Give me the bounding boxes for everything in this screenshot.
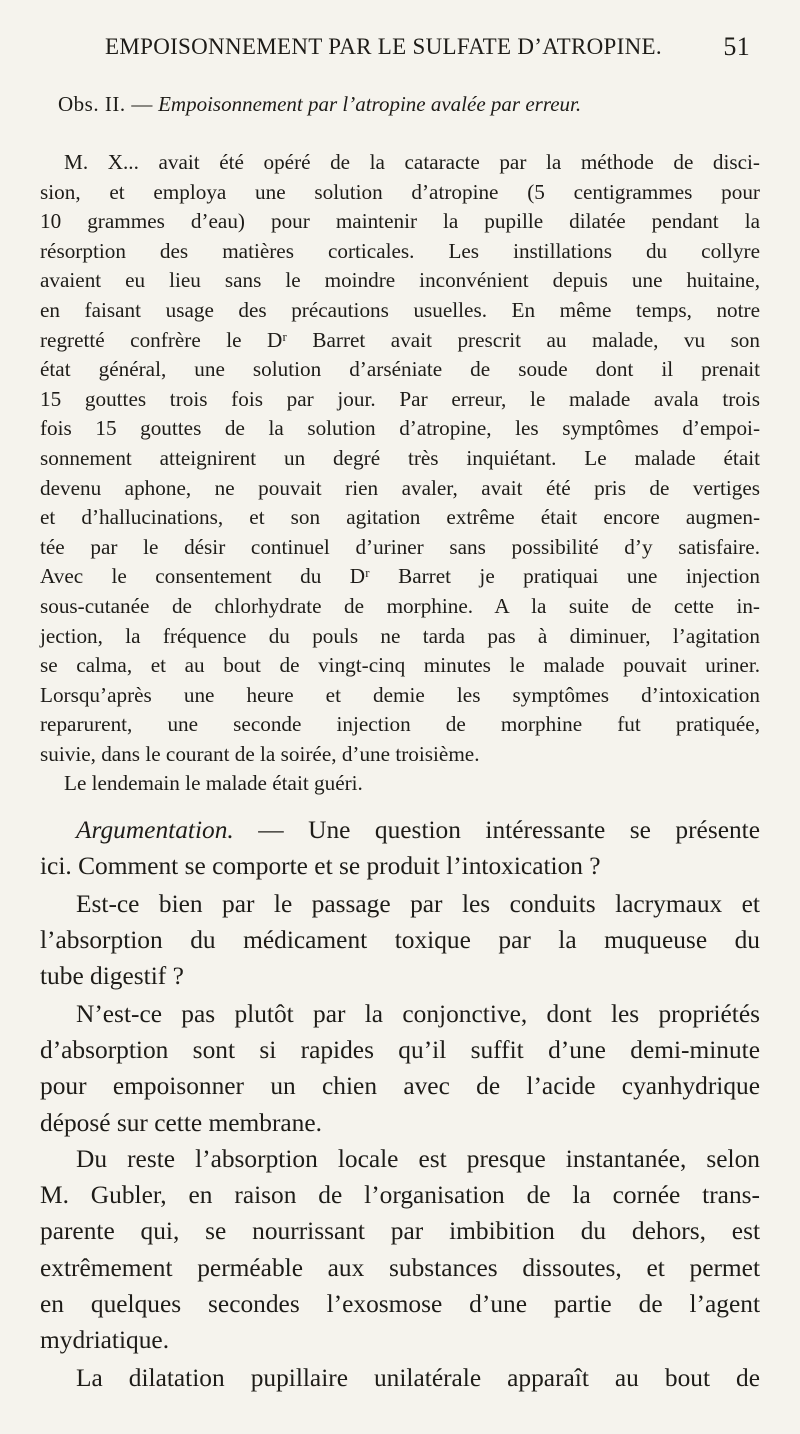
paragraph-line: Est-ce bien par le passage par les conduits lacrymaux et xyxy=(76,890,760,918)
paragraph-line: M. Gubler, en raison de l’organisation de la cornée trans- xyxy=(40,1181,760,1210)
paragraph-line: Du reste l’absorption locale est presque instantanée, selon xyxy=(76,1145,760,1173)
case-line: devenu aphone, ne pouvait rien avaler, avait été pris de vertiges xyxy=(40,475,760,500)
paragraph-line: en quelques secondes l’exosmose d’une partie de l’agent xyxy=(40,1289,760,1318)
case-line: Lorsqu’après une heure et demie les symptômes d’intoxication xyxy=(40,682,760,707)
running-title: EMPOISONNEMENT PAR LE SULFATE D’ATROPINE. xyxy=(105,34,662,59)
paragraph-line: pour empoisonner un chien avec de l’acide cyanhydrique xyxy=(40,1072,760,1101)
case-line: et d’hallucinations, et son agitation extrême était encore augmen- xyxy=(40,505,760,530)
case-line: sonnement atteignirent un degré très inquiétant. Le malade était xyxy=(40,445,760,470)
case-line: fois 15 gouttes de la solution d’atropine, les symptômes d’empoi- xyxy=(40,416,760,441)
paragraph-line: l’absorption du médicament toxique par la muqueuse du xyxy=(40,926,760,955)
paragraph-line: — Une question intéressante se présente xyxy=(233,816,760,844)
argumentation-label: Argumentation. xyxy=(76,816,234,844)
paragraph-line: mydriatique. xyxy=(40,1326,170,1355)
case-line: état général, une solution d’arséniate de soude dont il prenait xyxy=(40,357,760,382)
paragraph-line: déposé sur cette membrane. xyxy=(40,1108,322,1137)
observation-heading xyxy=(58,92,758,117)
paragraph-line: parente qui, se nourrissant par imbibition du dehors, est xyxy=(40,1217,760,1246)
page-number: 51 xyxy=(723,32,750,61)
case-line: sion, et employa une solution d’atropine (5 centigrammes pour xyxy=(40,179,760,204)
case-conclusion: Le lendemain le malade était guéri. xyxy=(64,771,363,796)
paragraph-conjunctiva xyxy=(40,996,760,1141)
observation-label: Obs. II. — xyxy=(58,92,153,116)
paragraph-line: extrêmement perméable aux substances dissoutes, et permet xyxy=(40,1253,760,1282)
case-line: suivie, dans le courant de la soirée, d’une troisième. xyxy=(40,741,480,766)
case-line: 15 gouttes trois fois par jour. Par erreur, le malade avala trois xyxy=(40,386,760,411)
case-line: jection, la fréquence du pouls ne tarda pas à diminuer, l’agitation xyxy=(40,623,760,648)
paragraph-line: d’absorption sont si rapides qu’il suffit d’une demi-minute xyxy=(40,1036,760,1065)
paragraph-dilatation xyxy=(40,1360,760,1396)
case-line: regretté confrère le Dʳ Barret avait prescrit au malade, vu son xyxy=(40,327,760,352)
observation-title: Empoisonnement par l’atropine avalée par erreur. xyxy=(158,92,582,116)
case-line: sous-cutanée de chlorhydrate de morphine. A la suite de cette in- xyxy=(40,593,760,618)
case-line: M. X... avait été opéré de la cataracte par la méthode de disci- xyxy=(64,150,760,174)
case-line: 10 grammes d’eau) pour maintenir la pupille dilatée pendant la xyxy=(40,209,760,234)
paragraph-line: N’est-ce pas plutôt par la conjonctive, dont les propriétés xyxy=(76,1000,760,1028)
case-report xyxy=(40,148,760,799)
case-line: résorption des matières corticales. Les instillations du collyre xyxy=(40,238,760,263)
paragraph-line: ici. Comment se comporte et se produit l’intoxication ? xyxy=(40,852,601,881)
argumentation-paragraph xyxy=(40,812,760,884)
case-line: tée par le désir continuel d’uriner sans possibilité d’y satisfaire. xyxy=(40,534,760,559)
paragraph-lacrymal xyxy=(40,886,760,995)
paragraph-line: tube digestif ? xyxy=(40,962,184,991)
case-line: Avec le consentement du Dʳ Barret je pratiquai une injection xyxy=(40,564,760,589)
page-header xyxy=(90,30,750,64)
paragraph-line: La dilatation pupillaire unilatérale apparaît au bout de xyxy=(76,1364,760,1392)
case-line: se calma, et au bout de vingt-cinq minutes le malade pouvait uriner. xyxy=(40,653,760,678)
case-line: avaient eu lieu sans le moindre inconvénient depuis une huitaine, xyxy=(40,268,760,293)
case-line: en faisant usage des précautions usuelles. En même temps, notre xyxy=(40,297,760,322)
case-line: reparurent, une seconde injection de morphine fut pratiquée, xyxy=(40,712,760,737)
paragraph-gubler xyxy=(40,1141,760,1358)
